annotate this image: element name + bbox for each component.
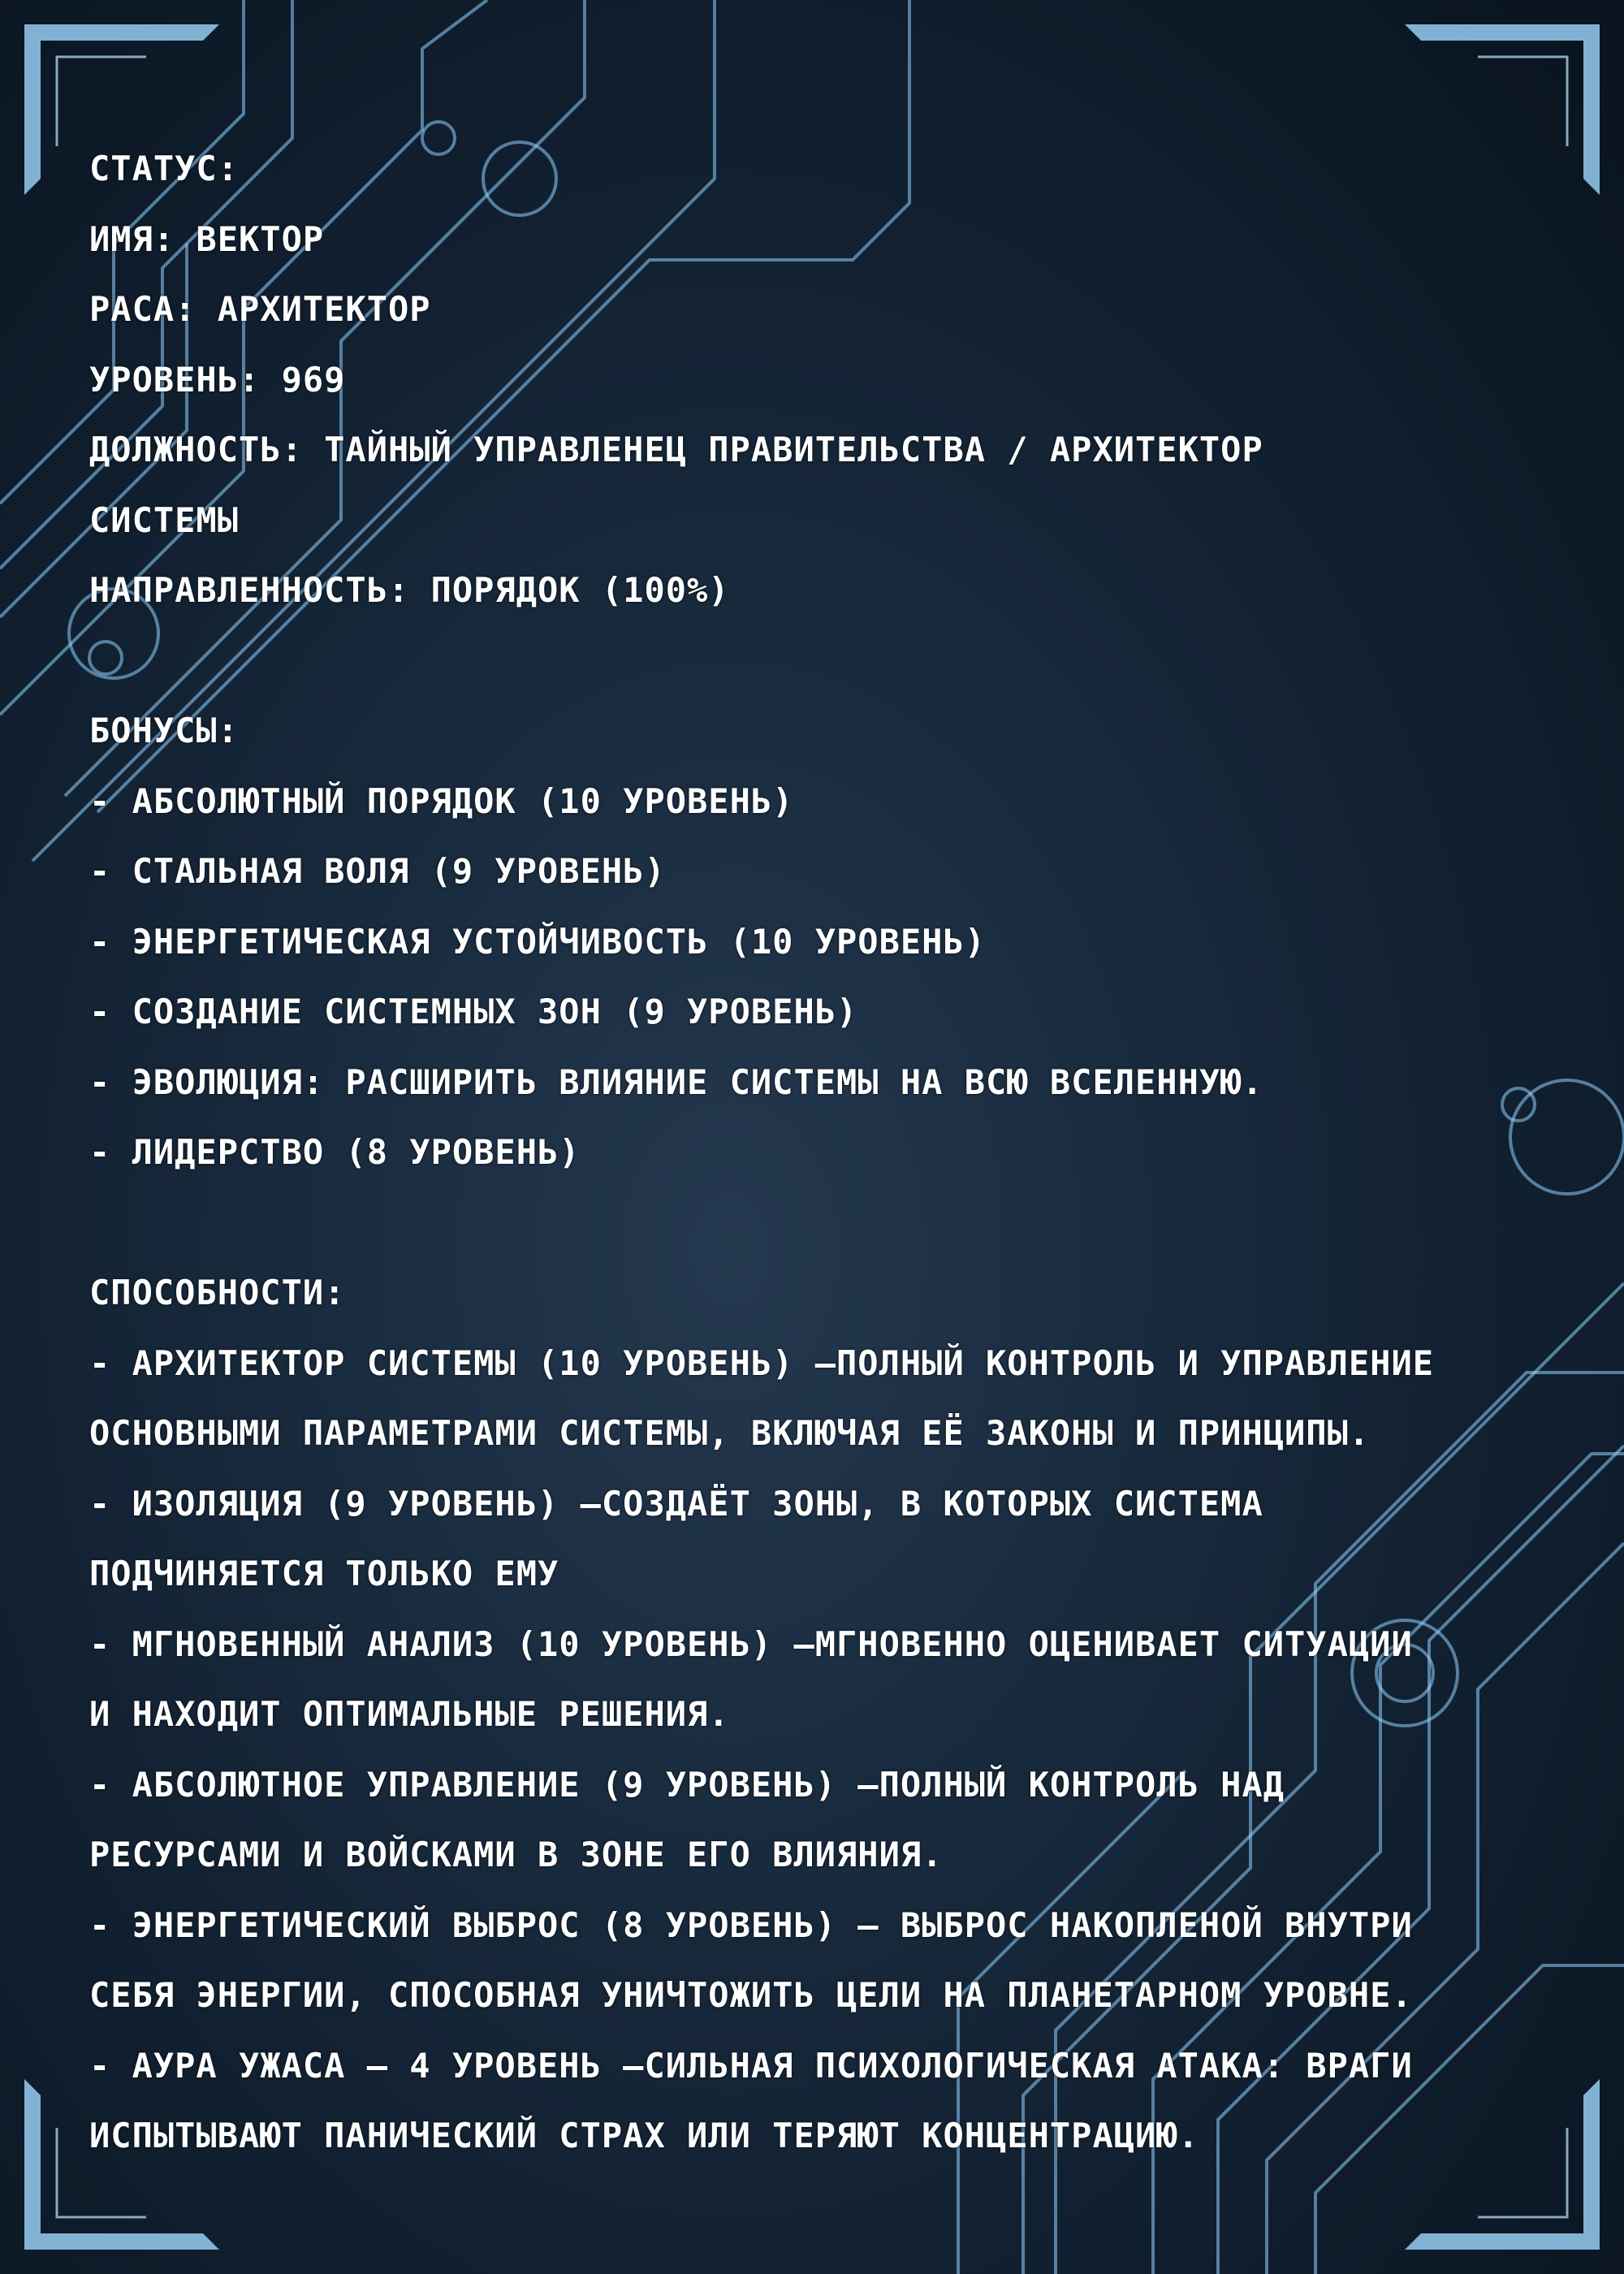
status-heading: СТАТУС: xyxy=(89,149,240,188)
bonus-item: - ЛИДЕРСТВО (8 УРОВЕНЬ) xyxy=(89,1132,581,1172)
bonus-item: - ЭНЕРГЕТИЧЕСКАЯ УСТОЙЧИВОСТЬ (10 УРОВЕНЬ) xyxy=(89,921,987,962)
ability-line: - АУРА УЖАСА — 4 УРОВЕНЬ —СИЛЬНАЯ ПСИХОЛОГИЧЕСКАЯ АТАКА: ВРАГИ xyxy=(89,2045,1413,2086)
ability-line: ИСПЫТЫВАЮТ ПАНИЧЕСКИЙ СТРАХ ИЛИ ТЕРЯЮТ КОНЦЕНТРАЦИЮ. xyxy=(89,2116,1199,2155)
position-line-continued: СИСТЕМЫ xyxy=(89,499,240,540)
position-line: ДОЛЖНОСТЬ: ТАЙНЫЙ УПРАВЛЕНЕЦ ПРАВИТЕЛЬСТВА / АРХИТЕКТОР xyxy=(89,430,1263,469)
ability-line: - АРХИТЕКТОР СИСТЕМЫ (10 УРОВЕНЬ) —ПОЛНЫЙ КОНТРОЛЬ И УПРАВЛЕНИЕ xyxy=(89,1342,1435,1383)
abilities-heading: СПОСОБНОСТИ: xyxy=(89,1273,346,1312)
alignment-line: НАПРАВЛЕННОСТЬ: ПОРЯДОК (100%) xyxy=(89,570,730,610)
ability-line: - ЭНЕРГЕТИЧЕСКИЙ ВЫБРОС (8 УРОВЕНЬ) — ВЫБРОС НАКОПЛЕНОЙ ВНУТРИ xyxy=(89,1904,1413,1945)
ability-line: - МГНОВЕННЫЙ АНАЛИЗ (10 УРОВЕНЬ) —МГНОВЕННО ОЦЕНИВАЕТ СИТУАЦИИ xyxy=(89,1623,1413,1664)
ability-line: И НАХОДИТ ОПТИМАЛЬНЫЕ РЕШЕНИЯ. xyxy=(89,1694,730,1734)
ability-line: ОСНОВНЫМИ ПАРАМЕТРАМИ СИСТЕМЫ, ВКЛЮЧАЯ ЕЁ ЗАКОНЫ И ПРИНЦИПЫ. xyxy=(89,1413,1371,1453)
level-line: УРОВЕНЬ: 969 xyxy=(89,359,346,400)
ability-line: СЕБЯ ЭНЕРГИИ, СПОСОБНАЯ УНИЧТОЖИТЬ ЦЕЛИ НА ПЛАНЕТАРНОМ УРОВНЕ. xyxy=(89,1975,1413,2015)
status-text-block xyxy=(89,134,1551,2172)
bonuses-heading: БОНУСЫ: xyxy=(89,711,240,750)
race-line: РАСА: АРХИТЕКТОР xyxy=(89,289,431,329)
ability-line: ПОДЧИНЯЕТСЯ ТОЛЬКО ЕМУ xyxy=(89,1554,559,1593)
ability-line: - АБСОЛЮТНОЕ УПРАВЛЕНИЕ (9 УРОВЕНЬ) —ПОЛНЫЙ КОНТРОЛЬ НАД xyxy=(89,1764,1285,1805)
bonus-item: - ЭВОЛЮЦИЯ: РАСШИРИТЬ ВЛИЯНИЕ СИСТЕМЫ НА ВСЮ ВСЕЛЕННУЮ. xyxy=(89,1061,1263,1102)
bonus-item: - АБСОЛЮТНЫЙ ПОРЯДОК (10 УРОВЕНЬ) xyxy=(89,780,794,821)
ability-line: РЕСУРСАМИ И ВОЙСКАМИ В ЗОНЕ ЕГО ВЛИЯНИЯ. xyxy=(89,1835,944,1874)
name-line: ИМЯ: ВЕКТОР xyxy=(89,218,325,259)
ability-line: - ИЗОЛЯЦИЯ (9 УРОВЕНЬ) —СОЗДАЁТ ЗОНЫ, В КОТОРЫХ СИСТЕМА xyxy=(89,1483,1263,1524)
bonus-item: - СТАЛЬНАЯ ВОЛЯ (9 УРОВЕНЬ) xyxy=(89,851,666,891)
bonus-item: - СОЗДАНИЕ СИСТЕМНЫХ ЗОН (9 УРОВЕНЬ) xyxy=(89,992,858,1031)
